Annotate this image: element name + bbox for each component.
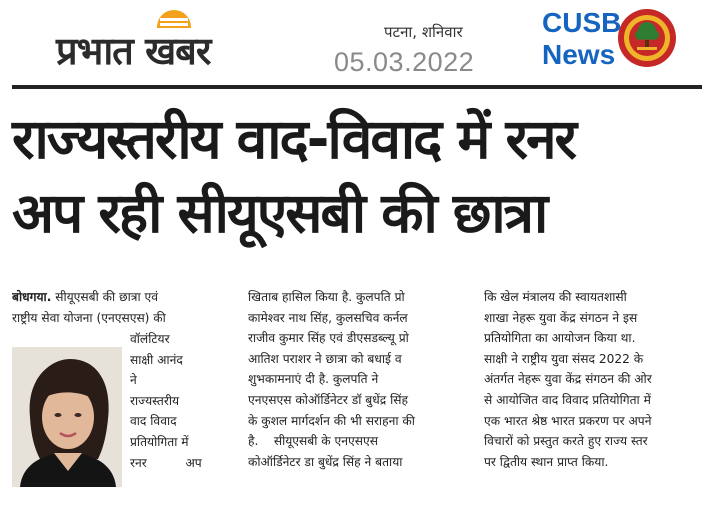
column-2-line: कामेश्वर नाथ सिंह, कुलसचिव कर्नल <box>248 310 408 325</box>
column-1-line-1 <box>12 287 234 308</box>
column-3-line: विचारों को प्रस्तुत करते हुए राज्य स्तर <box>484 434 648 449</box>
column-2-line: कोऑर्डिनेटर डा बुधेंद्र सिंह ने बताया <box>248 454 403 469</box>
column-3-line: से आयोजित वाद विवाद प्रतियोगिता में <box>484 392 651 407</box>
cusb-news-badge <box>542 7 622 71</box>
column-3-line: साक्षी ने राष्ट्रीय युवा संसद 2022 के <box>484 351 644 366</box>
narrow-line: साक्षी आनंद <box>130 352 183 367</box>
column-2-line: आतिश पराशर ने छात्रा को बधाई व <box>248 351 402 366</box>
article-body <box>12 287 706 499</box>
column-2-line: के कुशल मार्गदर्शन की भी सराहना की <box>248 413 415 428</box>
column-3-line: पर द्वितीय स्थान प्राप्त किया. <box>484 454 609 469</box>
column-3-line: शाखा नेहरू युवा केंद्र संगठन ने इस <box>484 310 638 325</box>
dateline: बोधगया. <box>12 290 52 304</box>
column-3-line: अंतर्गत नेहरू युवा केंद्र संगठन की ओर <box>484 372 652 387</box>
column-2-line: है. सीयूएसबी के एनएसएस <box>248 434 378 449</box>
narrow-line: रनर अप <box>130 455 202 470</box>
column-1-narrow-text <box>130 329 234 473</box>
column-3-line: प्रतियोगिता का आयोजन किया था. <box>484 331 636 346</box>
newspaper-header <box>0 0 714 84</box>
narrow-line: वाद विवाद <box>130 414 177 429</box>
column-2-line: शुभकामनाएं दी है. कुलपति ने <box>248 372 379 387</box>
masthead-title: प्रभात खबर <box>56 29 211 73</box>
badge-line1: CUSB <box>542 7 622 38</box>
column-1-line-2: राष्ट्रीय सेवा योजना (एनएसएस) की <box>12 310 166 325</box>
narrow-line: वॉलंटियर <box>130 332 170 346</box>
narrow-line: प्रतियोगिता में <box>130 434 189 449</box>
column-2-line: राजीव कुमार सिंह एवं डीएसडब्ल्यू प्रो <box>248 331 409 346</box>
headline-line-2: अप रही सीयूएसबी की छात्रा <box>12 181 547 245</box>
university-emblem-icon <box>617 8 677 68</box>
student-portrait-photo <box>12 347 122 487</box>
article-column-3 <box>484 287 706 472</box>
headline-line-1: राज्यस्तरीय वाद-विवाद में रनर <box>12 107 576 171</box>
article-column-1 <box>12 287 234 328</box>
narrow-line: ने <box>130 373 137 388</box>
article-headline <box>12 102 708 250</box>
article-column-2 <box>248 287 470 472</box>
header-divider <box>12 85 702 89</box>
column-3-line: एक भारत श्रेष्ठ भारत प्रकरण पर अपने <box>484 413 652 428</box>
column-2-line: खिताब हासिल किया है. कुलपति प्रो <box>248 290 405 304</box>
place-day: पटना, शनिवार <box>384 23 463 41</box>
narrow-line: राज्यस्तरीय <box>130 393 180 408</box>
badge-line2: News <box>542 39 616 70</box>
column-1-line-1-text: सीयूएसबी की छात्रा एवं <box>51 290 158 304</box>
column-2-line: एनएसएस कोऑर्डिनेटर डॉ बुधेंद्र सिंह <box>248 392 408 407</box>
column-3-line: कि खेल मंत्रालय की स्वायतशासी <box>484 290 627 304</box>
publication-date: 05.03.2022 <box>334 47 475 77</box>
